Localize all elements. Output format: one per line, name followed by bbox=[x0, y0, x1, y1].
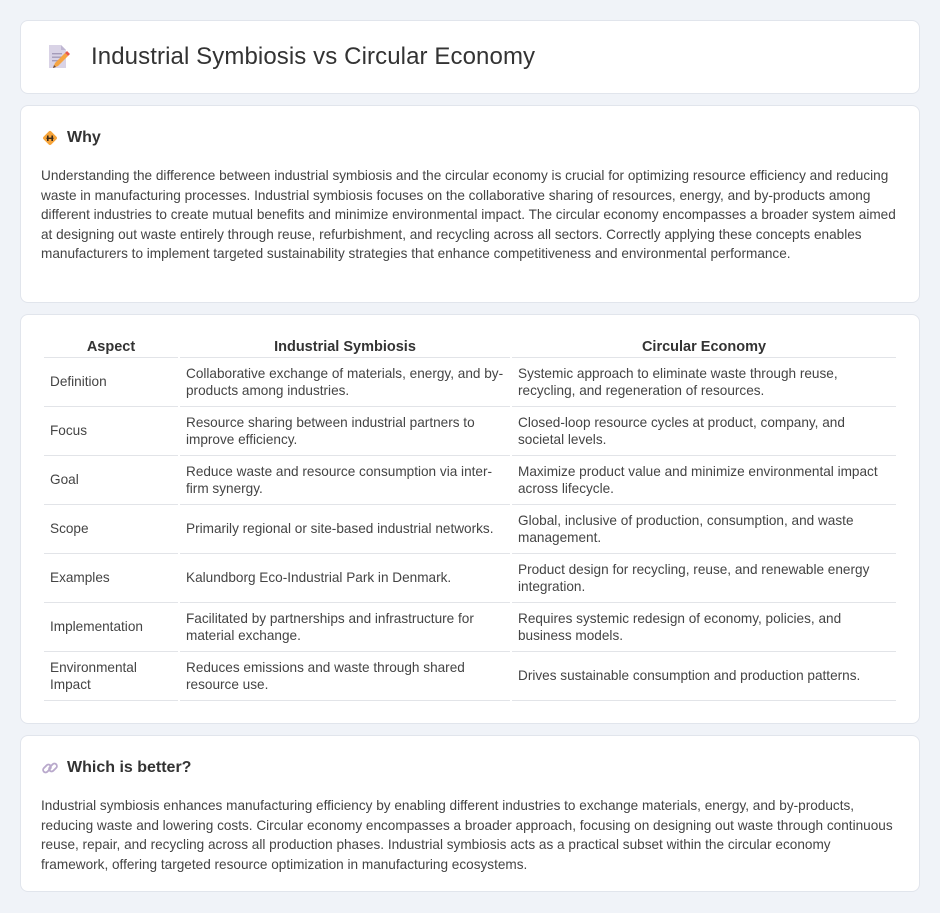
header-circular-economy: Circular Economy bbox=[512, 333, 896, 358]
circular-economy-cell: Product design for recycling, reuse, and renewable energy integration. bbox=[512, 554, 896, 603]
better-title: Which is better? bbox=[67, 759, 192, 776]
comparison-table bbox=[42, 333, 898, 701]
circular-economy-cell: Systemic approach to eliminate waste through reuse, recycling, and regeneration of resources. bbox=[512, 358, 896, 407]
aspect-cell: Focus bbox=[44, 407, 178, 456]
aspect-cell: Examples bbox=[44, 554, 178, 603]
document-pencil-icon bbox=[47, 44, 71, 70]
circular-economy-cell: Global, inclusive of production, consumption, and waste management. bbox=[512, 505, 896, 554]
table-row bbox=[44, 505, 896, 554]
which-is-better-section bbox=[20, 735, 920, 892]
aspect-cell: Goal bbox=[44, 456, 178, 505]
aspect-cell: Scope bbox=[44, 505, 178, 554]
table-row bbox=[44, 603, 896, 652]
header-industrial-symbiosis: Industrial Symbiosis bbox=[180, 333, 510, 358]
circular-economy-cell: Closed-loop resource cycles at product, company, and societal levels. bbox=[512, 407, 896, 456]
better-heading bbox=[41, 756, 899, 780]
why-heading bbox=[41, 126, 899, 150]
link-icon bbox=[41, 759, 59, 777]
aspect-cell: Environmental Impact bbox=[44, 652, 178, 701]
industrial-symbiosis-cell: Kalundborg Eco-Industrial Park in Denmark. bbox=[180, 554, 510, 603]
circular-economy-cell: Drives sustainable consumption and production patterns. bbox=[512, 652, 896, 701]
industrial-symbiosis-cell: Reduce waste and resource consumption via inter-firm synergy. bbox=[180, 456, 510, 505]
industrial-symbiosis-cell: Primarily regional or site-based industrial networks. bbox=[180, 505, 510, 554]
table-row bbox=[44, 358, 896, 407]
page-title: Industrial Symbiosis vs Circular Economy bbox=[91, 43, 536, 70]
why-body: Understanding the difference between industrial symbiosis and the circular economy is crucial for optimizing resource efficiency and reducing waste in manufacturing processes. Industrial symbiosis focuses on the collaborative sharing of resources, energy, and by-products among different industries to create mutual benefits and minimize environmental impact. The circular economy encompasses a broader system aimed at designing out waste entirely through reuse, refurbishment, and recycling across all sectors. Correctly applying these concepts enables manufacturers to implement targeted sustainability strategies that enhance competitiveness and environmental performance. bbox=[41, 168, 896, 262]
table-row bbox=[44, 407, 896, 456]
diamond-sign-icon bbox=[41, 129, 59, 147]
table-row bbox=[44, 652, 896, 701]
industrial-symbiosis-cell: Reduces emissions and waste through shared resource use. bbox=[180, 652, 510, 701]
table-row bbox=[44, 554, 896, 603]
table-header-row bbox=[44, 333, 896, 358]
why-section bbox=[20, 105, 920, 303]
circular-economy-cell: Requires systemic redesign of economy, policies, and business models. bbox=[512, 603, 896, 652]
header-aspect: Aspect bbox=[44, 333, 178, 358]
industrial-symbiosis-cell: Collaborative exchange of materials, energy, and by-products among industries. bbox=[180, 358, 510, 407]
better-body: Industrial symbiosis enhances manufacturing efficiency by enabling different industries to exchange materials, energy, and by-products, reducing waste and lowering costs. Circular economy encompasses a broader approach, focusing on designing out waste through continuous reuse, repair, and recycling across all production phases. Industrial symbiosis acts as a practical subset within the circular economy framework, offering targeted resource optimization in manufacturing ecosystems. bbox=[41, 798, 893, 872]
aspect-cell: Implementation bbox=[44, 603, 178, 652]
table-row bbox=[44, 456, 896, 505]
why-title: Why bbox=[67, 129, 101, 146]
industrial-symbiosis-cell: Resource sharing between industrial partners to improve efficiency. bbox=[180, 407, 510, 456]
aspect-cell: Definition bbox=[44, 358, 178, 407]
comparison-section bbox=[20, 314, 920, 724]
circular-economy-cell: Maximize product value and minimize environmental impact across lifecycle. bbox=[512, 456, 896, 505]
header-card bbox=[20, 20, 920, 94]
industrial-symbiosis-cell: Facilitated by partnerships and infrastructure for material exchange. bbox=[180, 603, 510, 652]
